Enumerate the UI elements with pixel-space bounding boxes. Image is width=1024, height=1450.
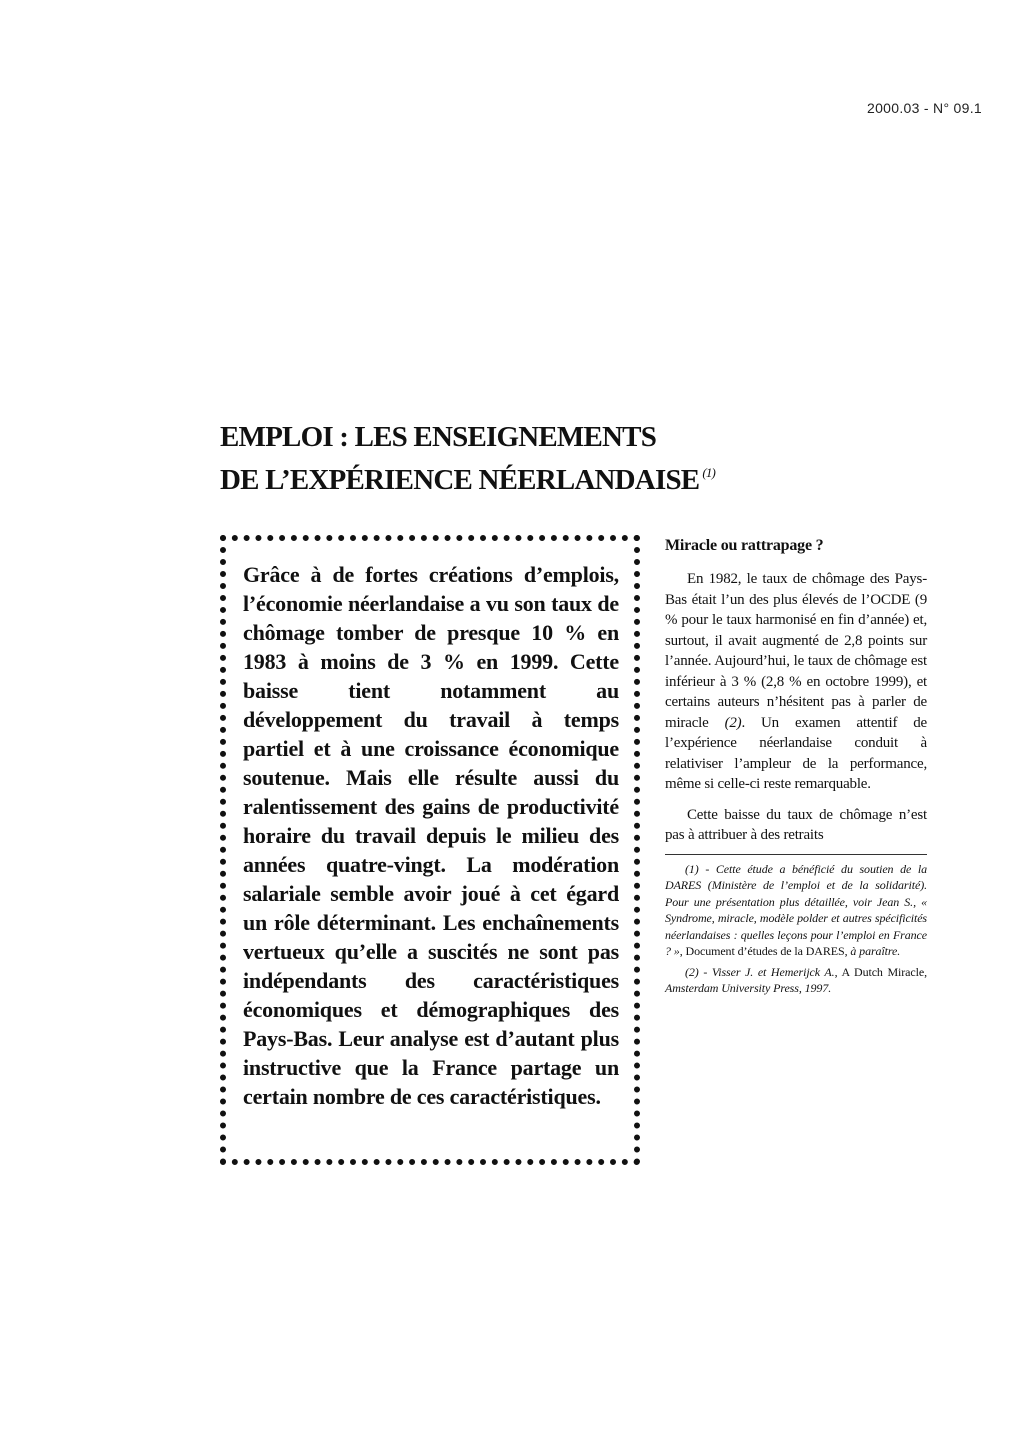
- page-title: [220, 420, 840, 498]
- footnote-2-italic: (2) - Visser J. et Hemerijck A.: [685, 964, 835, 979]
- footnote-1: [665, 861, 927, 960]
- title-line-2: [220, 455, 840, 498]
- title-line-2-text: DE L’EXPÉRIENCE NÉERLANDAISE: [220, 464, 700, 496]
- footnote-2-tail: Amsterdam University Press, 1997.: [665, 981, 832, 995]
- body-paragraph-1-part-b: . Un examen attentif de l’expérience néerlandaise conduit à relativiser l’ampleur de la performance, même si celle-ci reste remarquable.: [665, 714, 928, 792]
- footnote-1-italic: (1) - Cette étude a bénéficié du soutien de la DARES (Ministère de l’emploi et de la solidarité). Pour une présentation plus détaillée, voir Jean S., « Syndrome, miracle, modèle polder et autres spécificités néerlandaises : quelles leçons pour l’emploi en France ? »: [665, 861, 927, 958]
- section-heading: Miracle ou rattrapage ?: [665, 537, 824, 554]
- body-paragraph-1: [665, 569, 927, 795]
- title-line-1: EMPLOI : LES ENSEIGNEMENTS: [220, 421, 657, 453]
- footnote-divider: [665, 854, 927, 855]
- footnote-2-plain: , A Dutch Miracle,: [834, 964, 927, 979]
- issue-number: 2000.03 - N° 09.1: [867, 100, 982, 116]
- article-column: [665, 535, 927, 1001]
- footnote-1-plain: , Document d’études de la DARES,: [679, 944, 851, 958]
- body-paragraph-2: Cette baisse du taux de chômage n’est pas à attribuer à des retraits: [665, 806, 927, 843]
- summary-text: Grâce à de fortes créations d’emplois, l’économie néerlandaise a vu son taux de chômage tomber de presque 10 % en 1983 à moins de 3 % en 1999. Cette baisse tient notamment au développement du travail à temps partiel et à une croissance économique soutenue. Mais elle résulte aussi du ralentissement des gains de productivité horaire du travail depuis le milieu des années quatre-vingt. La modération salariale semble avoir joué à cet égard un rôle déterminant. Les enchaînements vertueux qu’elle a suscités ne sont pas indépendants des caractéristiques économiques et démographiques des Pays-Bas. Leur analyse est d’autant plus instructive que la France partage un certain nombre de ces caractéristiques.: [243, 562, 619, 1109]
- footnote-1-tail: à paraître.: [850, 944, 901, 958]
- body-paragraph-1-part-a: En 1982, le taux de chômage des Pays-Bas était l’un des plus élevés de l’OCDE (9 % pour le taux harmonisé en fin d’année) et, surtout, il avait augmenté de 2,8 points sur l’année. Aujourd’hui, le taux de chômage est inférieur à 3 % (2,8 % en octobre 1999), et certains auteurs n’hésitent pas à parler de miracle: [665, 571, 927, 731]
- footnote-2: [665, 964, 927, 997]
- footnote-ref-2: (2): [724, 714, 742, 731]
- title-footnote-ref: (1): [702, 465, 716, 480]
